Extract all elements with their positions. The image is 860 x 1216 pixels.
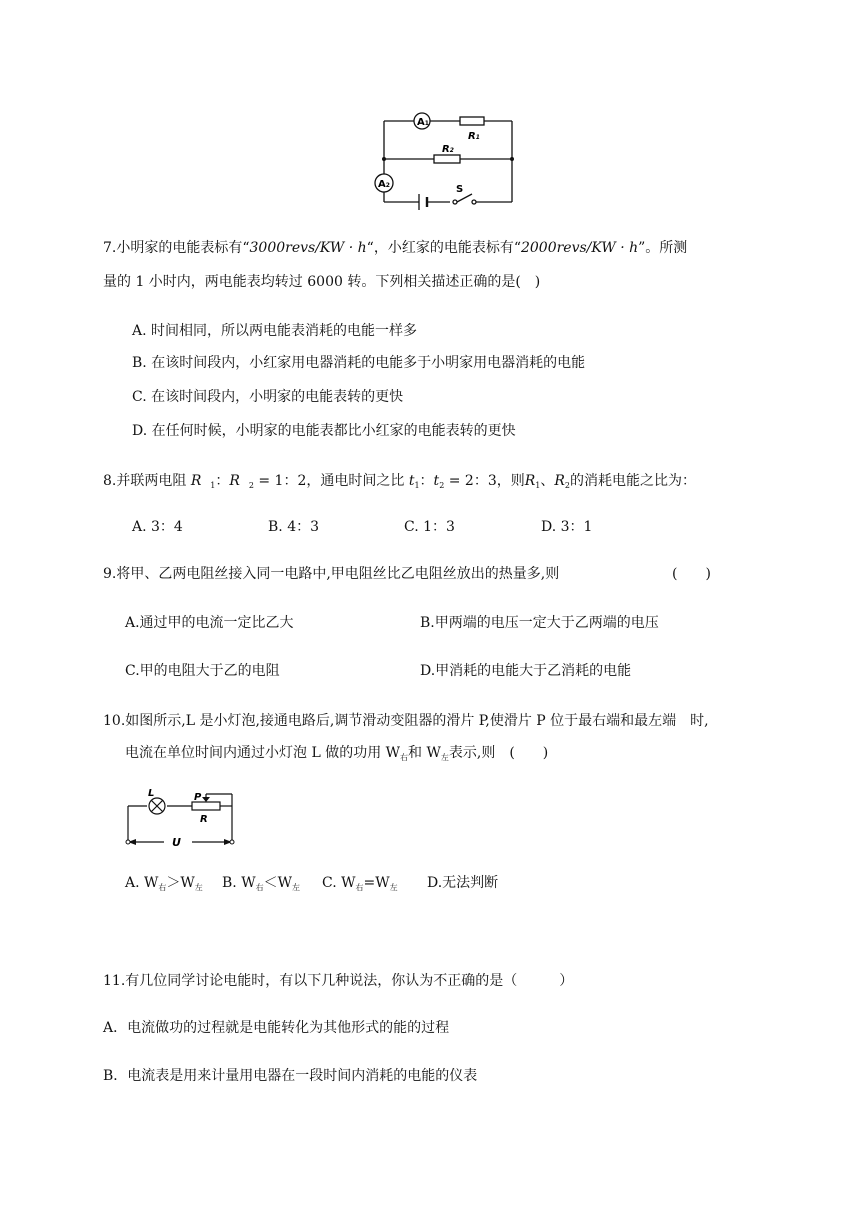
- q9-option-c: C.甲的电阻大于乙的电阻: [125, 663, 280, 679]
- q7-meter-xiaohong: 2000revs/KW · h: [520, 240, 639, 256]
- q11-stem: 11.有几位同学讨论电能时，有以下几种说法，你认为不正确的是（ ）: [103, 973, 574, 989]
- q9-option-b: B.甲两端的电压一定大于乙两端的电压: [420, 615, 659, 631]
- q8-stem: 8.并联两电阻 R $_1$：R $_2$ = 1：2，通电时间之比 $t_1$：$t_2 = 2$：3，则$R_1$、$R_2$的消耗电能之比为：: [103, 473, 697, 490]
- resistor-r1-label: R1: [468, 131, 480, 142]
- q10-stem-line2: 电流在单位时间内通过小灯泡 L 做的功用 $W_右$和 $W_左$表示,则 ( ): [125, 745, 549, 762]
- slider-arrow-icon: [202, 797, 210, 802]
- q10-option-b: B. $W_右<W_左$: [222, 875, 300, 892]
- q7-meter-xiaoming: 3000revs/KW · h: [249, 240, 367, 256]
- switch-s-label: S: [456, 184, 464, 195]
- q7-option-c: C. 在该时间段内，小明家的电能表转的更快: [132, 389, 404, 405]
- resistor-r2-label: R2: [442, 144, 454, 155]
- rheostat-r-label: R: [200, 814, 208, 825]
- q9-option-d: D.甲消耗的电能大于乙消耗的电能: [420, 663, 632, 679]
- voltage-u-label: U: [172, 836, 181, 849]
- circuit-diagram-1: [372, 110, 522, 214]
- q9-option-a: A.通过甲的电流一定比乙大: [125, 615, 294, 631]
- q10-option-c: C. $W_右=W_左$: [322, 875, 398, 892]
- q9-answer-paren: ( ): [672, 566, 711, 582]
- q7-stem-line2: 量的 1 小时内，两电能表均转过 6000 转。下列相关描述正确的是( ): [103, 274, 541, 290]
- q10-option-d: D.无法判断: [427, 875, 499, 891]
- q7-option-a: A. 时间相同，所以两电能表消耗的电能一样多: [132, 323, 418, 339]
- q7-option-b: B. 在该时间段内，小红家用电器消耗的电能多于小明家用电器消耗的电能: [132, 355, 586, 371]
- q8-option-b: B. 4：3: [268, 519, 320, 535]
- lamp-l-label: L: [148, 788, 155, 799]
- q10-stem-line1: 10.如图所示,L 是小灯泡,接通电路后,调节滑动变阻器的滑片 P,使滑片 P 位于最右端和最左端 时,: [103, 713, 709, 729]
- circuit-diagram-2: [122, 786, 240, 850]
- q8-option-a: A. 3：4: [132, 519, 183, 535]
- q8-option-d: D. 3：1: [541, 519, 593, 535]
- slider-p-label: P: [194, 792, 202, 803]
- q11-option-a: A．电流做功的过程就是电能转化为其他形式的能的过程: [103, 1020, 450, 1036]
- q8-option-c: C. 1：3: [404, 519, 455, 535]
- ammeter-a1-label: A1: [417, 117, 429, 128]
- q10-option-a: A. $W_右>W_左$: [125, 875, 203, 892]
- q11-option-b: B．电流表是用来计量用电器在一段时间内消耗的电能的仪表: [103, 1068, 478, 1084]
- q7-stem-line1: 7.小明家的电能表标有“3000revs/KW · h“，小红家的电能表标有“2000revs/KW · h”。所测: [103, 240, 688, 256]
- q9-stem: 9.将甲、乙两电阻丝接入同一电路中,甲电阻丝比乙电阻丝放出的热量多,则: [103, 566, 560, 582]
- q7-option-d: D. 在任何时候，小明家的电能表都比小红家的电能表转的更快: [132, 423, 516, 439]
- ammeter-a2-label: A2: [378, 179, 390, 190]
